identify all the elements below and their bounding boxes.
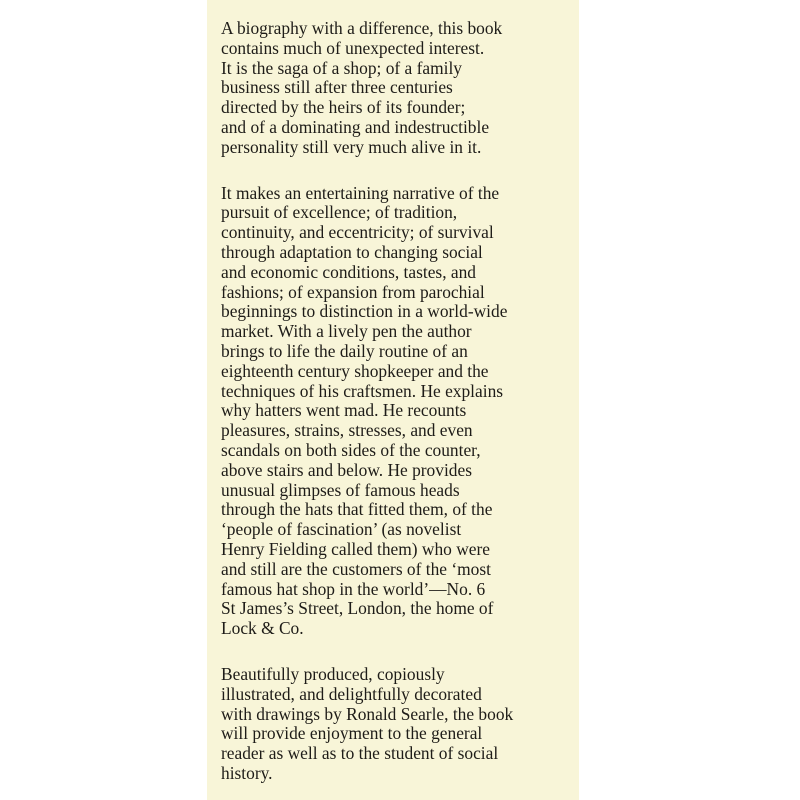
text-line: illustrated, and delightfully decorated [221,683,482,704]
text-line: brings to life the daily routine of an [221,340,468,361]
paragraph-intro [221,19,579,158]
text-line: A biography with a difference, this book [221,18,503,38]
book-jacket-flap [207,0,579,800]
text-line: market. With a lively pen the author [221,321,472,342]
text-line: with drawings by Ronald Searle, the book [221,703,514,724]
text-line: beginnings to distinction in a world-wide [221,301,508,322]
text-line: business still after three centuries [221,77,453,98]
text-line: fashions; of expansion from parochial [221,281,485,302]
text-line: contains much of unexpected interest. [221,37,485,58]
text-line: personality still very much alive in it. [221,136,482,157]
text-line: Henry Fielding called them) who were [221,538,490,559]
text-line: ‘people of fascination’ (as novelist [221,519,462,540]
text-line: techniques of his craftsmen. He explains [221,380,504,401]
paragraph-closing [221,665,579,784]
text-line: and still are the customers of the ‘most [221,558,491,579]
text-line: eighteenth century shopkeeper and the [221,360,489,381]
text-line: Lock & Co. [221,618,304,639]
paragraph-narrative [221,184,579,639]
text-line: will provide enjoyment to the general [221,723,483,744]
text-line: pleasures, strains, stresses, and even [221,420,473,441]
text-line: directed by the heirs of its founder; [221,97,466,118]
text-line: famous hat shop in the world’—No. 6 [221,578,486,599]
text-line: It is the saga of a shop; of a family [221,57,462,78]
text-line: reader as well as to the student of social [221,743,499,764]
text-line: scandals on both sides of the counter, [221,439,481,460]
text-line: why hatters went mad. He recounts [221,400,467,421]
paragraph-spacer [221,639,579,665]
text-line: continuity, and eccentricity; of survival [221,222,494,243]
text-line: through adaptation to changing social [221,241,483,262]
text-line: and of a dominating and indestructible [221,116,490,137]
text-line: and economic conditions, tastes, and [221,261,477,282]
text-line: pursuit of excellence; of tradition, [221,202,458,223]
text-line: It makes an entertaining narrative of the [221,182,500,203]
text-line: history. [221,762,273,783]
text-line: above stairs and below. He provides [221,459,472,480]
paragraph-spacer [221,158,579,184]
text-line: through the hats that fitted them, of the [221,499,493,520]
text-line: St James’s Street, London, the home of [221,598,494,619]
text-line: Beautifully produced, copiously [221,663,445,684]
text-line: unusual glimpses of famous heads [221,479,460,500]
